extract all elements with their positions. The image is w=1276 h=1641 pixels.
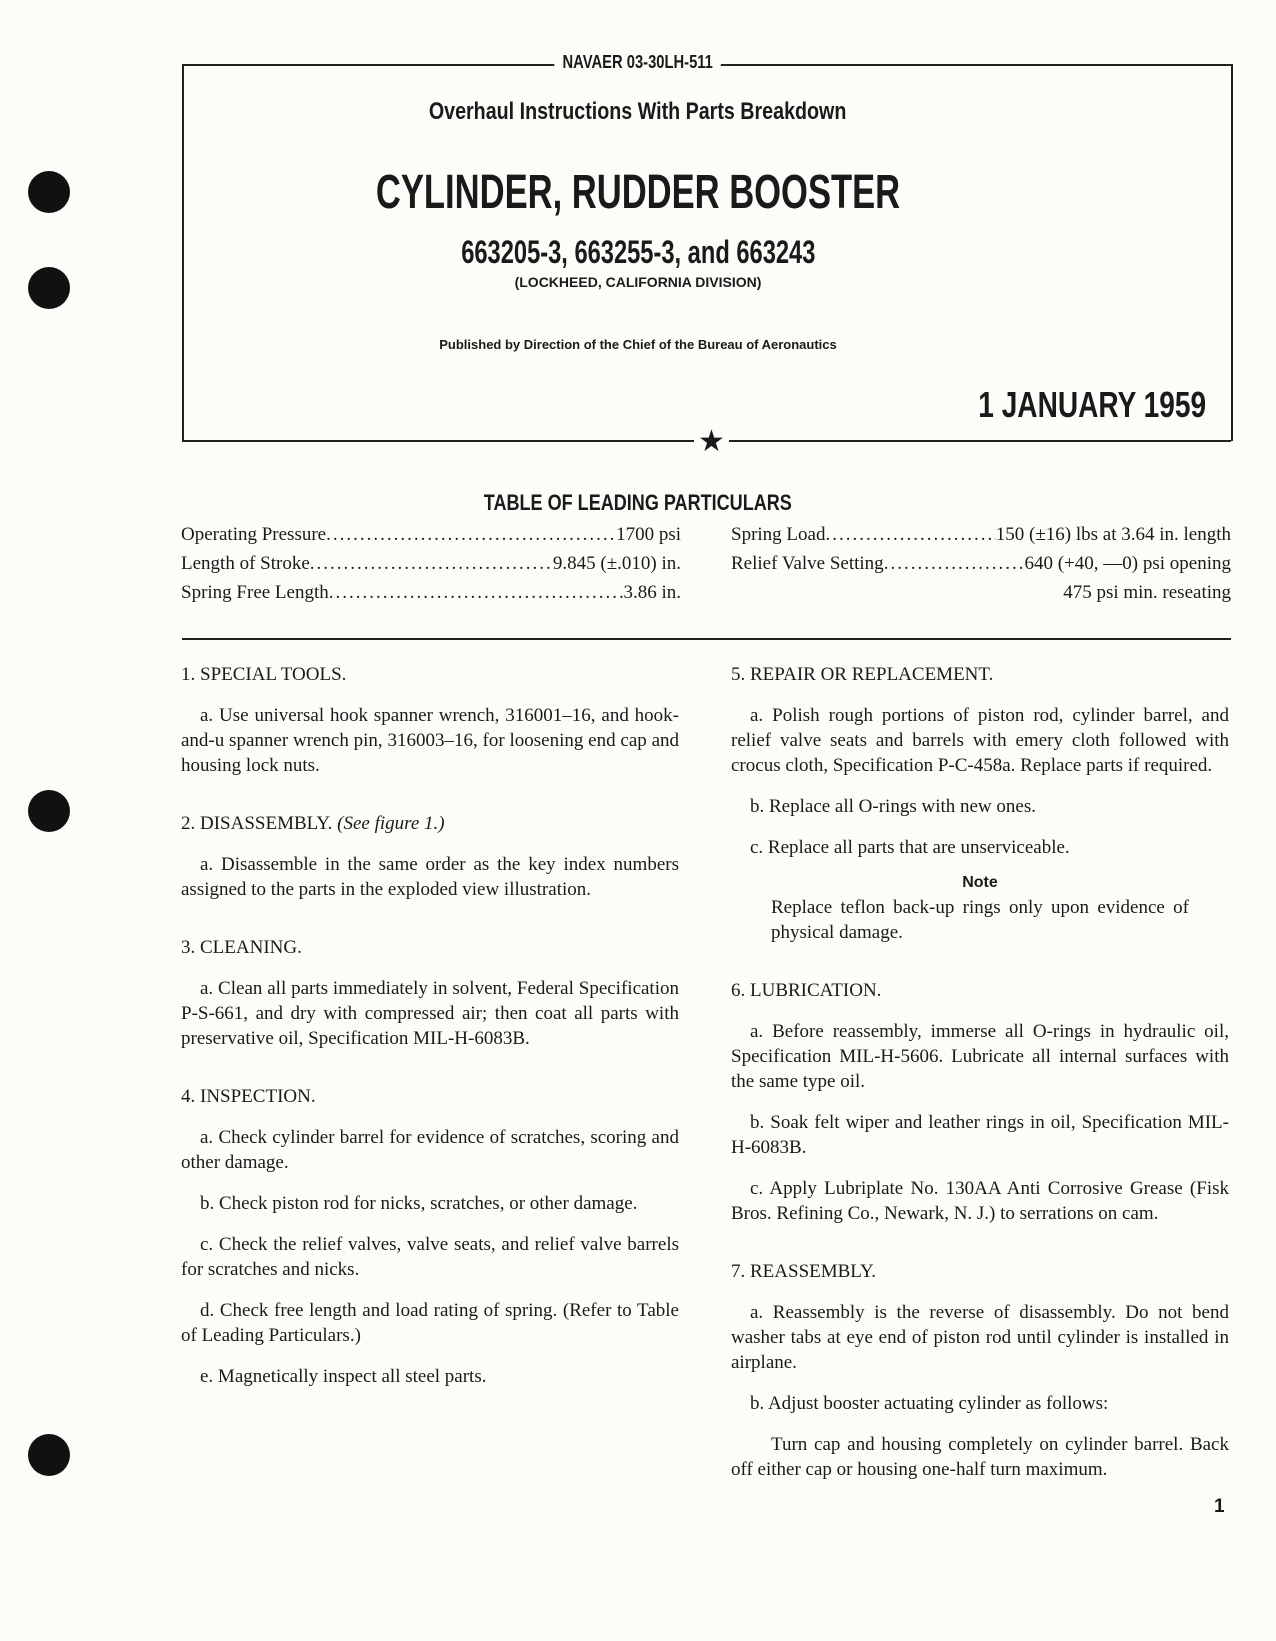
particular-label: Operating Pressure <box>181 524 327 545</box>
particular-value: 3.86 in. <box>623 582 681 603</box>
particular-value: 640 (+40, —0) psi opening <box>1024 553 1231 574</box>
particular-row <box>731 553 1231 575</box>
paragraph: a. Clean all parts immediately in solvent, Federal Specification P-S-661, and dry with compressed air; then coat all parts with preservative oil, Specification MIL-H-6083B. <box>181 978 679 1049</box>
date-text: 1 JANUARY 1959 <box>978 384 1206 425</box>
paragraph: a. Before reassembly, immerse all O-rings in hydraulic oil, Specification MIL-H-5606. Lubricate all internal surfaces with the same type oil. <box>731 1021 1229 1092</box>
paragraph: b. Check piston rod for nicks, scratches, or other damage. <box>200 1193 638 1214</box>
leader-dots <box>329 582 624 604</box>
star-icon: ★ <box>694 427 729 457</box>
part-numbers-text: 663205-3, 663255-3, and 663243 <box>460 234 816 270</box>
section-disassembly <box>181 811 679 902</box>
paragraph: b. Replace all O-rings with new ones. <box>750 796 1036 817</box>
section-heading: 6. LUBRICATION. <box>731 980 882 1001</box>
punch-hole <box>28 790 70 832</box>
particular-row <box>731 524 1231 546</box>
section-lubrication <box>731 978 1229 1226</box>
particular-value: 150 (±16) lbs at 3.64 in. length <box>995 524 1231 545</box>
section-special-tools <box>181 662 679 778</box>
figure-reference: (See figure 1.) <box>337 813 445 834</box>
title-text: CYLINDER, RUDDER BOOSTER <box>375 166 901 219</box>
particular-row <box>181 524 681 546</box>
particular-row <box>181 553 681 575</box>
section-divider <box>182 638 1231 640</box>
section-heading: 5. REPAIR OR REPLACEMENT. <box>731 664 994 685</box>
document-number <box>0 52 1276 73</box>
particular-label: Spring Free Length <box>181 582 329 603</box>
section-heading <box>181 811 679 836</box>
leader-dots <box>825 524 995 546</box>
section-reassembly <box>731 1259 1229 1482</box>
subtitle-text: Overhaul Instructions With Parts Breakdown <box>429 98 847 125</box>
paragraph: a. Reassembly is the reverse of disassembly. Do not bend washer tabs at eye end of piston rod until cylinder is installed in airplane. <box>731 1302 1229 1373</box>
section-repair <box>731 662 1229 945</box>
document-subtitle <box>0 98 1276 126</box>
part-numbers <box>0 234 1276 271</box>
particular-row <box>731 582 1231 604</box>
particular-label: Length of Stroke <box>181 553 310 574</box>
section-heading: 7. REASSEMBLY. <box>731 1261 877 1282</box>
particular-value: 475 psi min. reseating <box>1063 582 1231 603</box>
section-cleaning <box>181 935 679 1051</box>
paragraph: b. Adjust booster actuating cylinder as follows: <box>750 1393 1109 1414</box>
particular-label: Spring Load <box>731 524 826 545</box>
particular-row <box>181 582 681 604</box>
paragraph: a. Check cylinder barrel for evidence of scratches, scoring and other damage. <box>181 1127 679 1173</box>
section-heading: 4. INSPECTION. <box>181 1086 316 1107</box>
heading-text: 2. DISASSEMBLY. <box>181 813 333 834</box>
paragraph: c. Check the relief valves, valve seats, and relief valve barrels for scratches and nicks. <box>181 1234 679 1280</box>
right-column <box>731 662 1229 1515</box>
paragraph: b. Soak felt wiper and leather rings in oil, Specification MIL-H-6083B. <box>731 1112 1229 1158</box>
note-text: Replace teflon back-up rings only upon evidence of physical damage. <box>771 897 1189 943</box>
document-title <box>0 165 1276 220</box>
leader-dots <box>884 553 1025 575</box>
page-number: 1 <box>1214 1496 1225 1517</box>
paragraph: Turn cap and housing completely on cylinder barrel. Back off either cap or housing one-half turn maximum. <box>731 1434 1229 1480</box>
section-heading: 3. CLEANING. <box>181 937 302 958</box>
manufacturer: (LOCKHEED, CALIFORNIA DIVISION) <box>514 274 762 290</box>
paragraph: c. Apply Lubriplate No. 130AA Anti Corrosive Grease (Fisk Bros. Refining Co., Newark, N. J.) to serrations on cam. <box>731 1178 1229 1224</box>
note-heading: Note <box>962 874 998 891</box>
left-column <box>181 662 679 1422</box>
document-number-text: NAVAER 03-30LH-511 <box>555 52 722 73</box>
particular-value: 9.845 (±.010) in. <box>552 553 681 574</box>
paragraph: c. Replace all parts that are unserviceable. <box>750 837 1070 858</box>
punch-hole <box>28 1434 70 1476</box>
publication-date <box>914 384 1206 426</box>
section-inspection <box>181 1084 679 1389</box>
particulars-title <box>0 490 1276 516</box>
paragraph: a. Use universal hook spanner wrench, 316001–16, and hook-and-u spanner wrench pin, 316003–16, for loosening end cap and housing lock nuts. <box>181 705 679 776</box>
particulars-title-text: TABLE OF LEADING PARTICULARS <box>483 490 793 515</box>
particular-value: 1700 psi <box>616 524 681 545</box>
leader-dots <box>310 553 553 575</box>
paragraph: e. Magnetically inspect all steel parts. <box>200 1366 487 1387</box>
published-by: Published by Direction of the Chief of the Bureau of Aeronautics <box>439 337 837 352</box>
paragraph: a. Disassemble in the same order as the key index numbers assigned to the parts in the exploded view illustration. <box>181 854 679 900</box>
paragraph: a. Polish rough portions of piston rod, cylinder barrel, and relief valve seats and barrels with emery cloth followed with crocus cloth, Specification P-C-458a. Replace parts if required. <box>731 705 1229 776</box>
paragraph: d. Check free length and load rating of spring. (Refer to Table of Leading Particulars.) <box>181 1300 679 1346</box>
particular-label: Relief Valve Setting <box>731 553 884 574</box>
section-heading: 1. SPECIAL TOOLS. <box>181 664 347 685</box>
leader-dots <box>326 524 616 546</box>
